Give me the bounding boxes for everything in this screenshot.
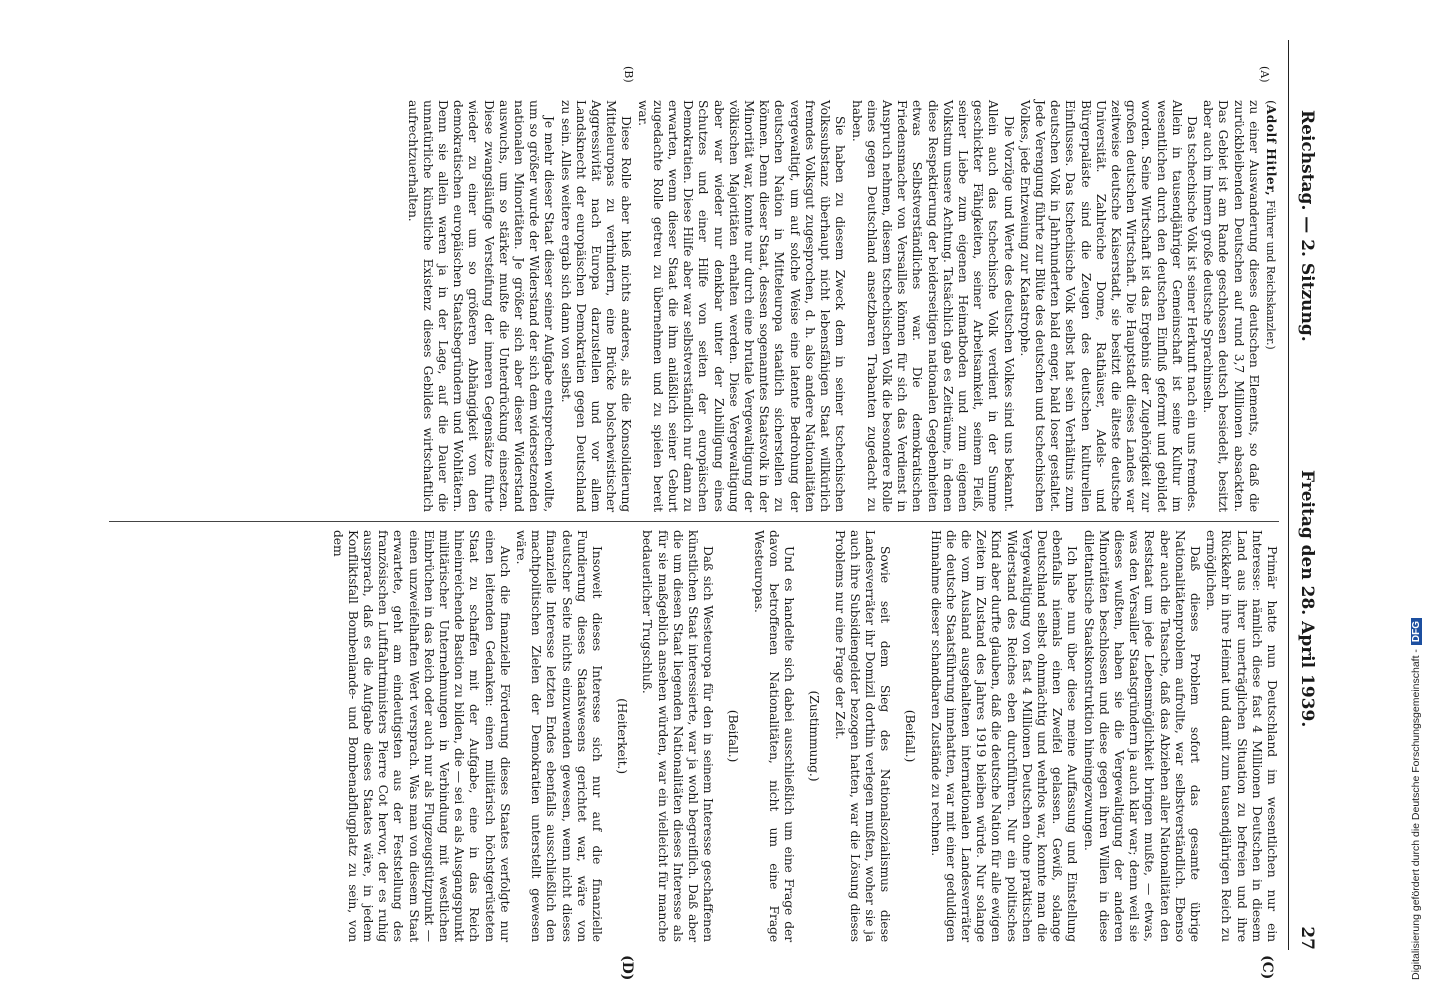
margin-marker-c: (C) bbox=[1259, 955, 1275, 980]
applause-note: (Beifall.) bbox=[903, 709, 918, 763]
speaker-line: (Adolf Hitler, Führer und Reichskanzler.) bbox=[1264, 100, 1279, 350]
speaker-role: Führer und Reichskanzler.) bbox=[1264, 199, 1277, 350]
paragraph: Je mehr dieser Staat dieser seiner Aufgabe entsprechen wollte, um so größer wurde der Widerstand der sich dem widersetzenden nationalen Minoritäten. Je größer sich aber dieser Widerstand auswuchs, um so stärker mußte die Unterdrückung einsetzen. Diese zwangsläufige Versteifung der inneren Gegensätze führte wieder zu einer um so größeren Abhängigkeit von den demokratischen europäischen Staatsbegründern und Wohltätern. Denn sie allein waren ja in der Lage, auf die Dauer die unnatürliche künstliche Existenz dieses Gebildes wirtschaftlich aufrechtzuerhalten. bbox=[405, 100, 557, 512]
paragraph: Diese Rolle aber hieß nichts anderes, als die Konsolidierung Mitteleuropas zu verhindern, eine Brücke bolschewistischer Aggressivität nach Europa darzustellen und vor allem Landsknecht der europäischen Demokratien gegen Deutschland zu sein. Alles weitere ergab sich dann von selbst. bbox=[558, 100, 634, 512]
speaker-name: Adolf Hitler, bbox=[1264, 104, 1279, 197]
approval-note: (Zustimmung.) bbox=[807, 690, 822, 782]
page-header bbox=[1288, 40, 1321, 950]
paragraph: Daß dieses Problem sofort das gesamte übrige Nationalitätenproblem aufrollte, war selbstverständlich. Ebenso aber auch die Tatsache, daß das Abziehen aller Nationalitäten den Reststaat um jede Lebensmöglichkeit bringen mußte, — etwas, was den Versailler Staatsgründern ja auch klar war; denn weil sie dieses wußten, haben sie die Vergewaltigung der anderen Minoritäten beschlossen und diese gegen ihren Willen in diese dilettantische Staatskonstruktion hineingezwungen. bbox=[1081, 530, 1202, 942]
credit-text: Digitalisierung gefördert durch die Deutsche Forschungsgemeinschaft - bbox=[1410, 649, 1422, 980]
left-column bbox=[403, 100, 1279, 512]
document-page bbox=[35, 0, 1335, 1000]
page-number: 27 bbox=[1297, 926, 1317, 950]
header-session: Reichstag. — 2. Sitzung. bbox=[1297, 110, 1317, 342]
margin-marker-b: (B) bbox=[622, 66, 635, 83]
column-divider bbox=[109, 521, 1279, 522]
margin-marker-d: (D) bbox=[619, 955, 635, 981]
paragraph: Ich habe nun über diese meine Auffassung und Einstellung ebenfalls niemals einen Zweifel gelassen. Gewiß, solange Deutschland selbst ohnmächtig und wehrlos war, konnte man die Vergewaltigung von fast 4 Millionen Deutschen ohne praktischen Widerstand des Reiches eben durchführen. Nur ein politisches Kind aber durfte glauben, daß die deutsche Nation für alle ewigen Zeiten im Zustand des Jahres 1919 bleiben würde. Nur solange die vom Ausland ausgehaltenen internationalen Landesverräter die deutsche Staatsführung innehatten, war mit einer geduldigen Hinnahme dieser schandbaren Zustände zu rechnen. bbox=[928, 530, 1080, 942]
right-column bbox=[328, 530, 1279, 942]
paragraph: Sowie seit dem Sieg des Nationalsozialismus diese Landesverräter ihr Domizil dorthin verlegen mußten, woher sie ja auch ihre Subsidiengelder bezogen hatten, war die Lösung dieses Problems nur eine Frage der Zeit. bbox=[832, 530, 893, 942]
laughter-note: (Heiterkeit.) bbox=[615, 698, 630, 774]
applause-note: (Beifall.) bbox=[726, 709, 741, 763]
header-date: Freitag den 28. April 1939. bbox=[1297, 470, 1317, 728]
paragraph: Die Vorzüge und Werte des deutschen Volkes sind uns bekannt. Allein auch das tschechische Volk verdient in der Summe geschickter Fähigkeiten, seiner Arbeitsamkeit, seinem Fleiß, seiner Liebe zum eigenen Heimatboden und zum eigenen Volkstum unsere Achtung. Tatsächlich gab es Zeiträume, in denen diese Respektierung der beiderseitigen nationalen Gegebenheiten etwas Selbstverständliches war. Die demokratischen Friedensmacher von Versailles können für sich das Verdienst in Anspruch nehmen, diesem tschechischen Volk die besondere Rolle eines gegen Deutschland ansetzbaren Trabanten zugedacht zu haben. bbox=[849, 100, 1016, 512]
paragraph: Primär hatte nun Deutschland im wesentlichen nur ein Interesse: nämlich diese fast 4 Millionen Deutschen in diesem Land aus ihrer unerträglichen Situation zu befreien und ihre Rückkehr in ihre Heimat und damit zum tausendjährigen Reich zu ermöglichen. bbox=[1204, 530, 1279, 942]
dfg-logo: DFG bbox=[1411, 618, 1422, 645]
margin-marker-a: (A) bbox=[1258, 66, 1271, 83]
paragraph: Und es handelte sich dabei ausschließlich um eine Frage der davon betroffenen Nationalitäten, nicht um eine Frage Westeuropas. bbox=[751, 530, 797, 942]
paragraph: Daß sich Westeuropa für den in seinem Interesse geschaffenen künstlichen Staat interessierte, war ja wohl begreiflich. Daß aber die um diesen Staat liegenden Nationalitäten dieses Interesse als für sie maßgeblich ansehen würden, war ein vielleicht für manche bedauerlicher Trugschluß. bbox=[640, 530, 716, 942]
paragraph: zu einer Auswanderung dieses deutschen Elements, so daß die zurückbleibenden Deutschen auf rund 3,7 Millionen absackten. Das Gebiet ist am Rande geschlossen deutsch besiedelt, besitzt aber auch im Innern große deutsche Sprachinseln. bbox=[1201, 100, 1261, 512]
paragraph: Das tschechische Volk ist seiner Herkunft nach ein uns fremdes. Allein in tausendjähriger Gemeinschaft ist seine Kultur im wesentlichen durch den deutschen Einfluß geformt und gebildet worden. Seine Wirtschaft ist das Ergebnis der Zugehörigkeit zur großen deutschen Wirtschaft. Die Hauptstadt dieses Landes war zeitweise deutsche Kaiserstadt, sie besitzt die älteste deutsche Universität. Zahlreiche Dome, Rathäuser, Adels- und Bürgerpaläste sind die Zeugen des deutschen kulturellen Einflusses. Das tschechische Volk selbst hat sein Verhältnis zum deutschen Volk in Jahrhunderten bald enger, bald loser gestaltet. Jede Verengung führte zur Blüte des deutschen und tschechischen Volkes, jede Entzweiung zur Katastrophe. bbox=[1017, 100, 1199, 512]
paragraph: Insoweit dieses Interesse sich nur auf die finanzielle Fundierung dieses Staatswesens gerichtet war, wäre von deutscher Seite nichts einzuwenden gewesen, wenn nicht dieses finanzielle Interesse letzten Endes ebenfalls ausschließlich den machtpolitischen Zielen der Demokratien unterstellt gewesen wäre. bbox=[514, 530, 605, 942]
digitization-credit bbox=[1410, 380, 1430, 980]
paragraph: Sie haben zu diesem Zweck dem in seiner tschechischen Volkssubstanz überhaupt nicht lebensfähigen Staat willkürlich fremdes Volksgut zugesprochen, d. h. also andere Nationalitäten vergewaltigt, um auf solche Weise eine latente Bedrohung der deutschen Nation in Mitteleuropa staatlich sicherstellen zu können. Denn dieser Staat, dessen sogenanntes Staatsvolk in der Minorität war, konnte nur durch eine brutale Vergewaltigung der völkischen Majoritäten erhalten werden. Diese Vergewaltigung aber war wieder nur denkbar unter der Zubilligung eines Schutzes und einer Hilfe von seiten der europäischen Demokratien. Diese Hilfe aber war selbstverständlich nur dann zu erwarten, wenn dieser Staat die ihm anläßlich seiner Geburt zugedachte Rolle getreu zu übernehmen und zu spielen bereit war. bbox=[635, 100, 848, 512]
paragraph: Auch die finanzielle Förderung dieses Staates verfolgte nur einen leitenden Gedanken: einen militärisch höchstgerüsteten Staat zu schaffen mit der Aufgabe, eine in das Reich hineinreichende Bastion zu bilden, die — sei es als Ausgangspunkt militärischer Unternehmungen in Verbindung mit westlichen Einbrüchen in das Reich oder auch nur als Flugzeugstützpunkt — einen unzweifelhaften Wert versprach. Was man von diesem Staat erwartete, geht am eindeutigsten aus der Feststellung des französischen Luftfahrtministers Pierre Cot hervor, der es ruhig aussprach, daß es die Aufgabe dieses Staates wäre, in jedem Konfliktsfall Bombenlande- und Bombenabflugplatz zu sein, von dem bbox=[330, 530, 512, 942]
